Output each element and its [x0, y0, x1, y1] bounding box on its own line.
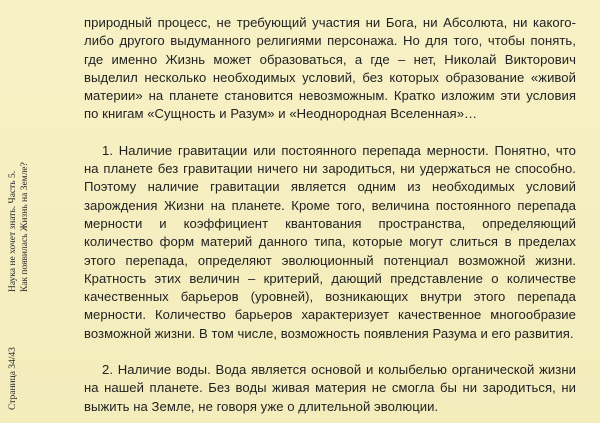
page-number: Страница 34/43 [8, 347, 18, 410]
document-body [84, 14, 576, 416]
paragraph-water: 2. Наличие воды. Вода является основой и колыбелью органической жизни на нашей планете. Без воды живая материя не смогла бы ни зародиться, ни выжить на Земле, не говоря уже о длительной эволюции. [84, 362, 576, 414]
paragraph-gravity: 1. Наличие гравитации или постоянного перепада мерности. Понятно, что на планете без гравитации ничего ни зародиться, ни удержаться не способно. Поэтому наличие гравитации является одним из необходимых условий зарождения Жизни на планете. Кроме того, величина постоянного перепада мерности и коэффициент квантования пространства, определяющий количество форм материй данного типа, которые могут слиться в пределах этого перепада, определяют эволюционный потенциал возможной жизни. Кратность этих величин – критерий, дающий представление о количестве качественных барьеров (уровней), возникающих внутри этого перепада мерности. Количество барьеров характеризует качественное многообразие возможной жизни. В том числе, возможность появления Разума и его развития. [84, 142, 576, 341]
sidebar-chapter-title: Как появилась Жизнь на Земле? [20, 162, 30, 292]
paragraph-intro: природный процесс, не требующий участия ни Бога, ни Абсолюта, ни какого-либо другого выдуманного религиями персонажа. Но для того, чтобы понять, где именно Жизнь может образоваться, а где – нет, Николай Викторович выделил несколько необходимых условий, без которых образование «живой материи» на планете становится невозможным. Кратко изложим эти условия по книгам «Сущность и Разум» и «Неоднородная Вселенная»… [84, 15, 576, 122]
sidebar-book-title: Наука не хочет знать. Часть 5. [8, 170, 18, 292]
page-sidebar [0, 0, 44, 423]
